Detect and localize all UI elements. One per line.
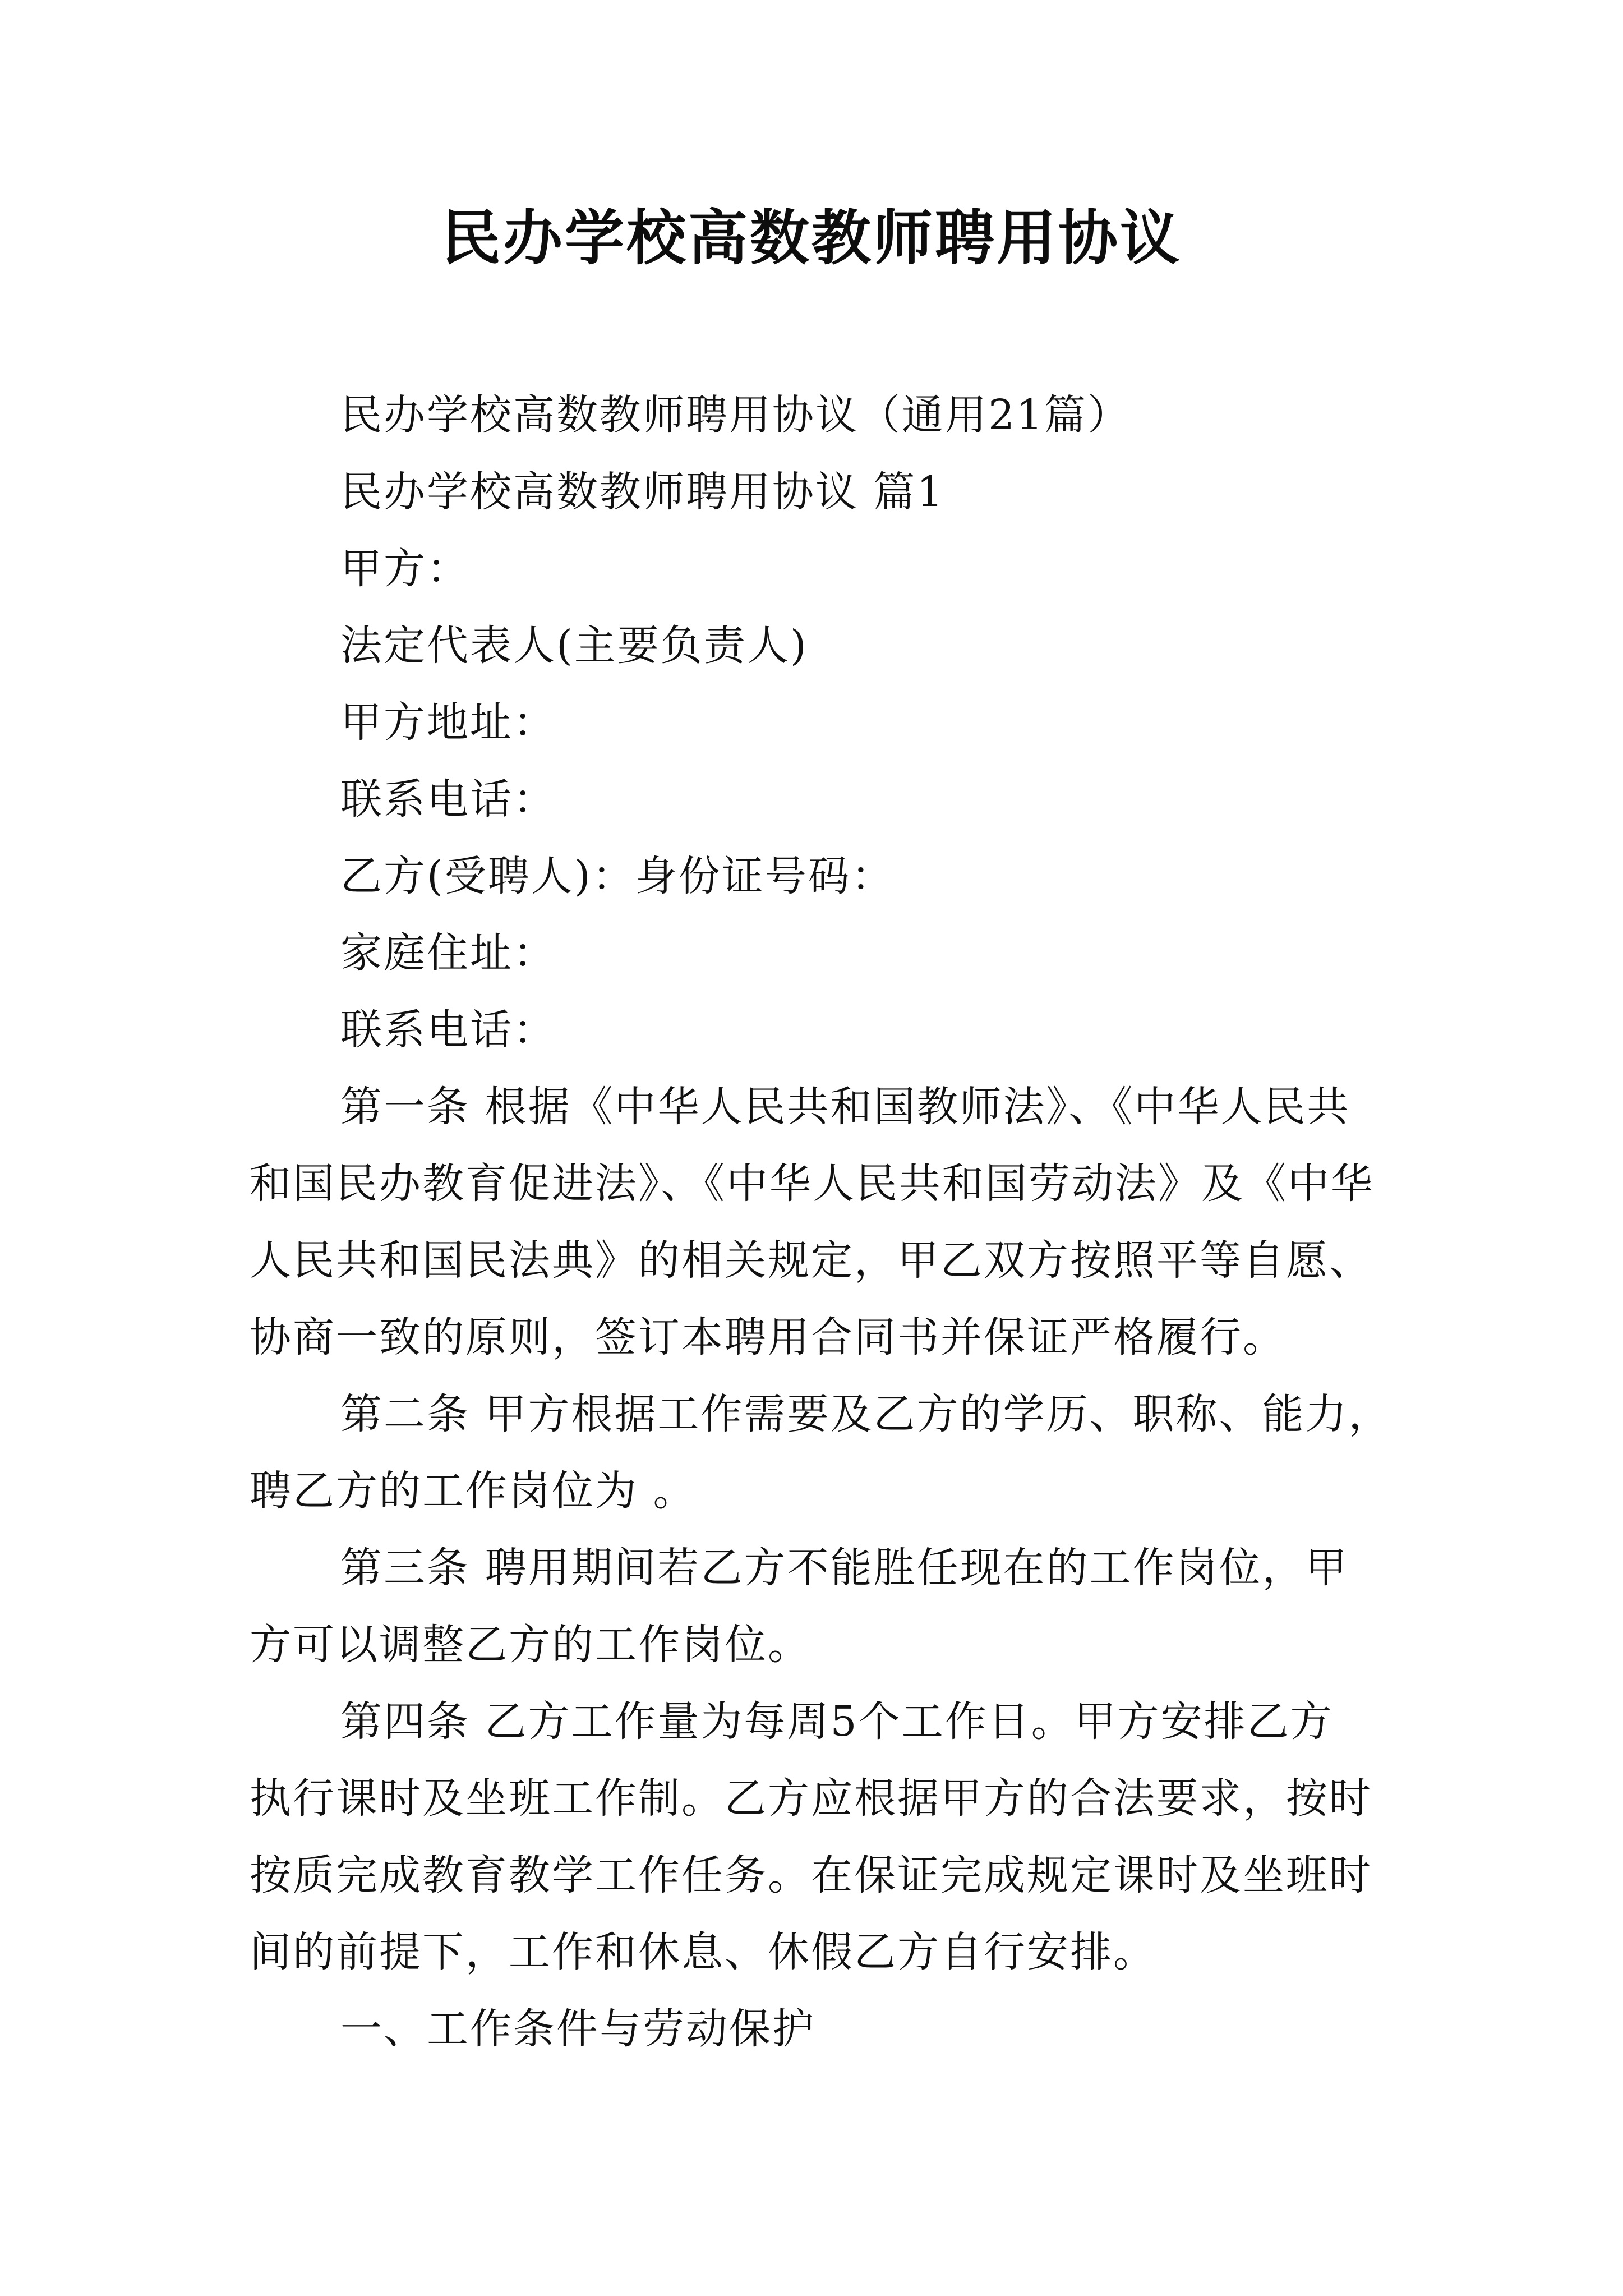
text-line: 执行课时及坐班工作制。乙方应根据甲方的合法要求，按时	[250, 1774, 1372, 1823]
text-line: 法定代表人(主要负责人)	[340, 622, 808, 670]
document-body	[250, 377, 1422, 2068]
text-line: 间的前提下，工作和休息、休假乙方自行安排。	[250, 1928, 1156, 1976]
text-line: 方可以调整乙方的工作岗位。	[250, 1621, 811, 1669]
document-title: 民办学校高数教师聘用协议	[441, 204, 1182, 273]
text-line: 人民共和国民法典》的相关规定，甲乙双方按照平等自愿、	[250, 1236, 1372, 1285]
text-line: 甲方地址：	[340, 698, 556, 747]
text-line: 协商一致的原则，签订本聘用合同书并保证严格履行。	[250, 1313, 1286, 1361]
text-line: 民办学校高数教师聘用协议（通用21篇）	[340, 391, 1131, 439]
text-line: 第二条 甲方根据工作需要及乙方的学历、职称、能力，	[340, 1390, 1392, 1438]
text-line: 甲方：	[340, 545, 470, 593]
text-line: 联系电话：	[340, 775, 556, 823]
text-line: 乙方(受聘人)：身份证号码：	[340, 852, 895, 900]
text-line: 民办学校高数教师聘用协议 篇1	[340, 468, 945, 516]
text-line: 按质完成教育教学工作任务。在保证完成规定课时及坐班时	[250, 1851, 1372, 1899]
text-line: 聘乙方的工作岗位为 。	[250, 1467, 697, 1515]
text-line: 联系电话：	[340, 1006, 556, 1054]
text-line: 和国民办教育促进法》、《中华人民共和国劳动法》及《中华	[250, 1159, 1374, 1208]
text-line: 家庭住址：	[340, 929, 556, 977]
section-heading: 一、工作条件与劳动保护	[340, 2005, 815, 2053]
text-line: 第一条 根据《中华人民共和国教师法》、《中华人民共	[340, 1083, 1350, 1131]
text-line: 第四条 乙方工作量为每周5个工作日。甲方安排乙方	[340, 1697, 1334, 1746]
text-line: 第三条 聘用期间若乙方不能胜任现在的工作岗位，甲	[340, 1544, 1349, 1592]
